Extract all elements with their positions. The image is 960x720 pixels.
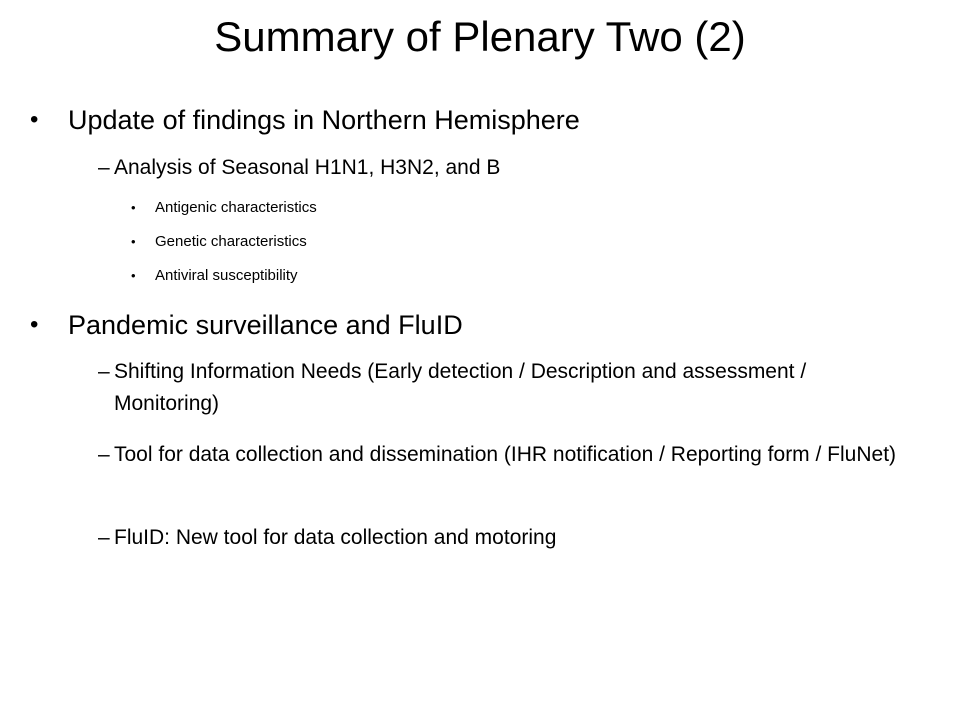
sub-sub-bullet-item [131, 198, 831, 218]
sub-sub-bullet-item [131, 232, 831, 252]
dash-marker: – [98, 156, 110, 179]
sub-sub-bullet-text: Antiviral susceptibility [155, 267, 298, 284]
slide-title: Summary of Plenary Two (2) [214, 13, 746, 60]
bullet-item [30, 103, 910, 137]
sub-bullet-item [98, 356, 910, 420]
sub-sub-bullet-text: Antigenic characteristics [155, 199, 317, 216]
sub-bullet-text: Shifting Information Needs (Early detection / Description and assessment / Monitoring) [114, 360, 807, 415]
dash-marker: – [98, 526, 110, 549]
bullet-text: Pandemic surveillance and FluID [68, 310, 463, 340]
sub-bullet-text: FluID: New tool for data collection and motoring [114, 526, 557, 549]
sub-sub-bullet-text: Genetic characteristics [155, 233, 307, 250]
bullet-text: Update of findings in Northern Hemisphere [68, 105, 580, 135]
sub-bullet-item [98, 439, 910, 471]
bullet-marker: • [30, 106, 39, 133]
bullet-marker: • [131, 268, 136, 283]
sub-bullet-text: Analysis of Seasonal H1N1, H3N2, and B [114, 156, 501, 179]
bullet-marker: • [131, 200, 136, 215]
sub-bullet-text: Tool for data collection and dissemination (IHR notification / Reporting form / FluNet) [114, 443, 897, 466]
sub-bullet-item [98, 522, 910, 554]
dash-marker: – [98, 360, 110, 383]
bullet-marker: • [30, 311, 39, 338]
dash-marker: – [98, 443, 110, 466]
bullet-item [30, 308, 910, 342]
sub-bullet-item [98, 152, 908, 184]
bullet-marker: • [131, 234, 136, 249]
sub-sub-bullet-item [131, 266, 831, 286]
